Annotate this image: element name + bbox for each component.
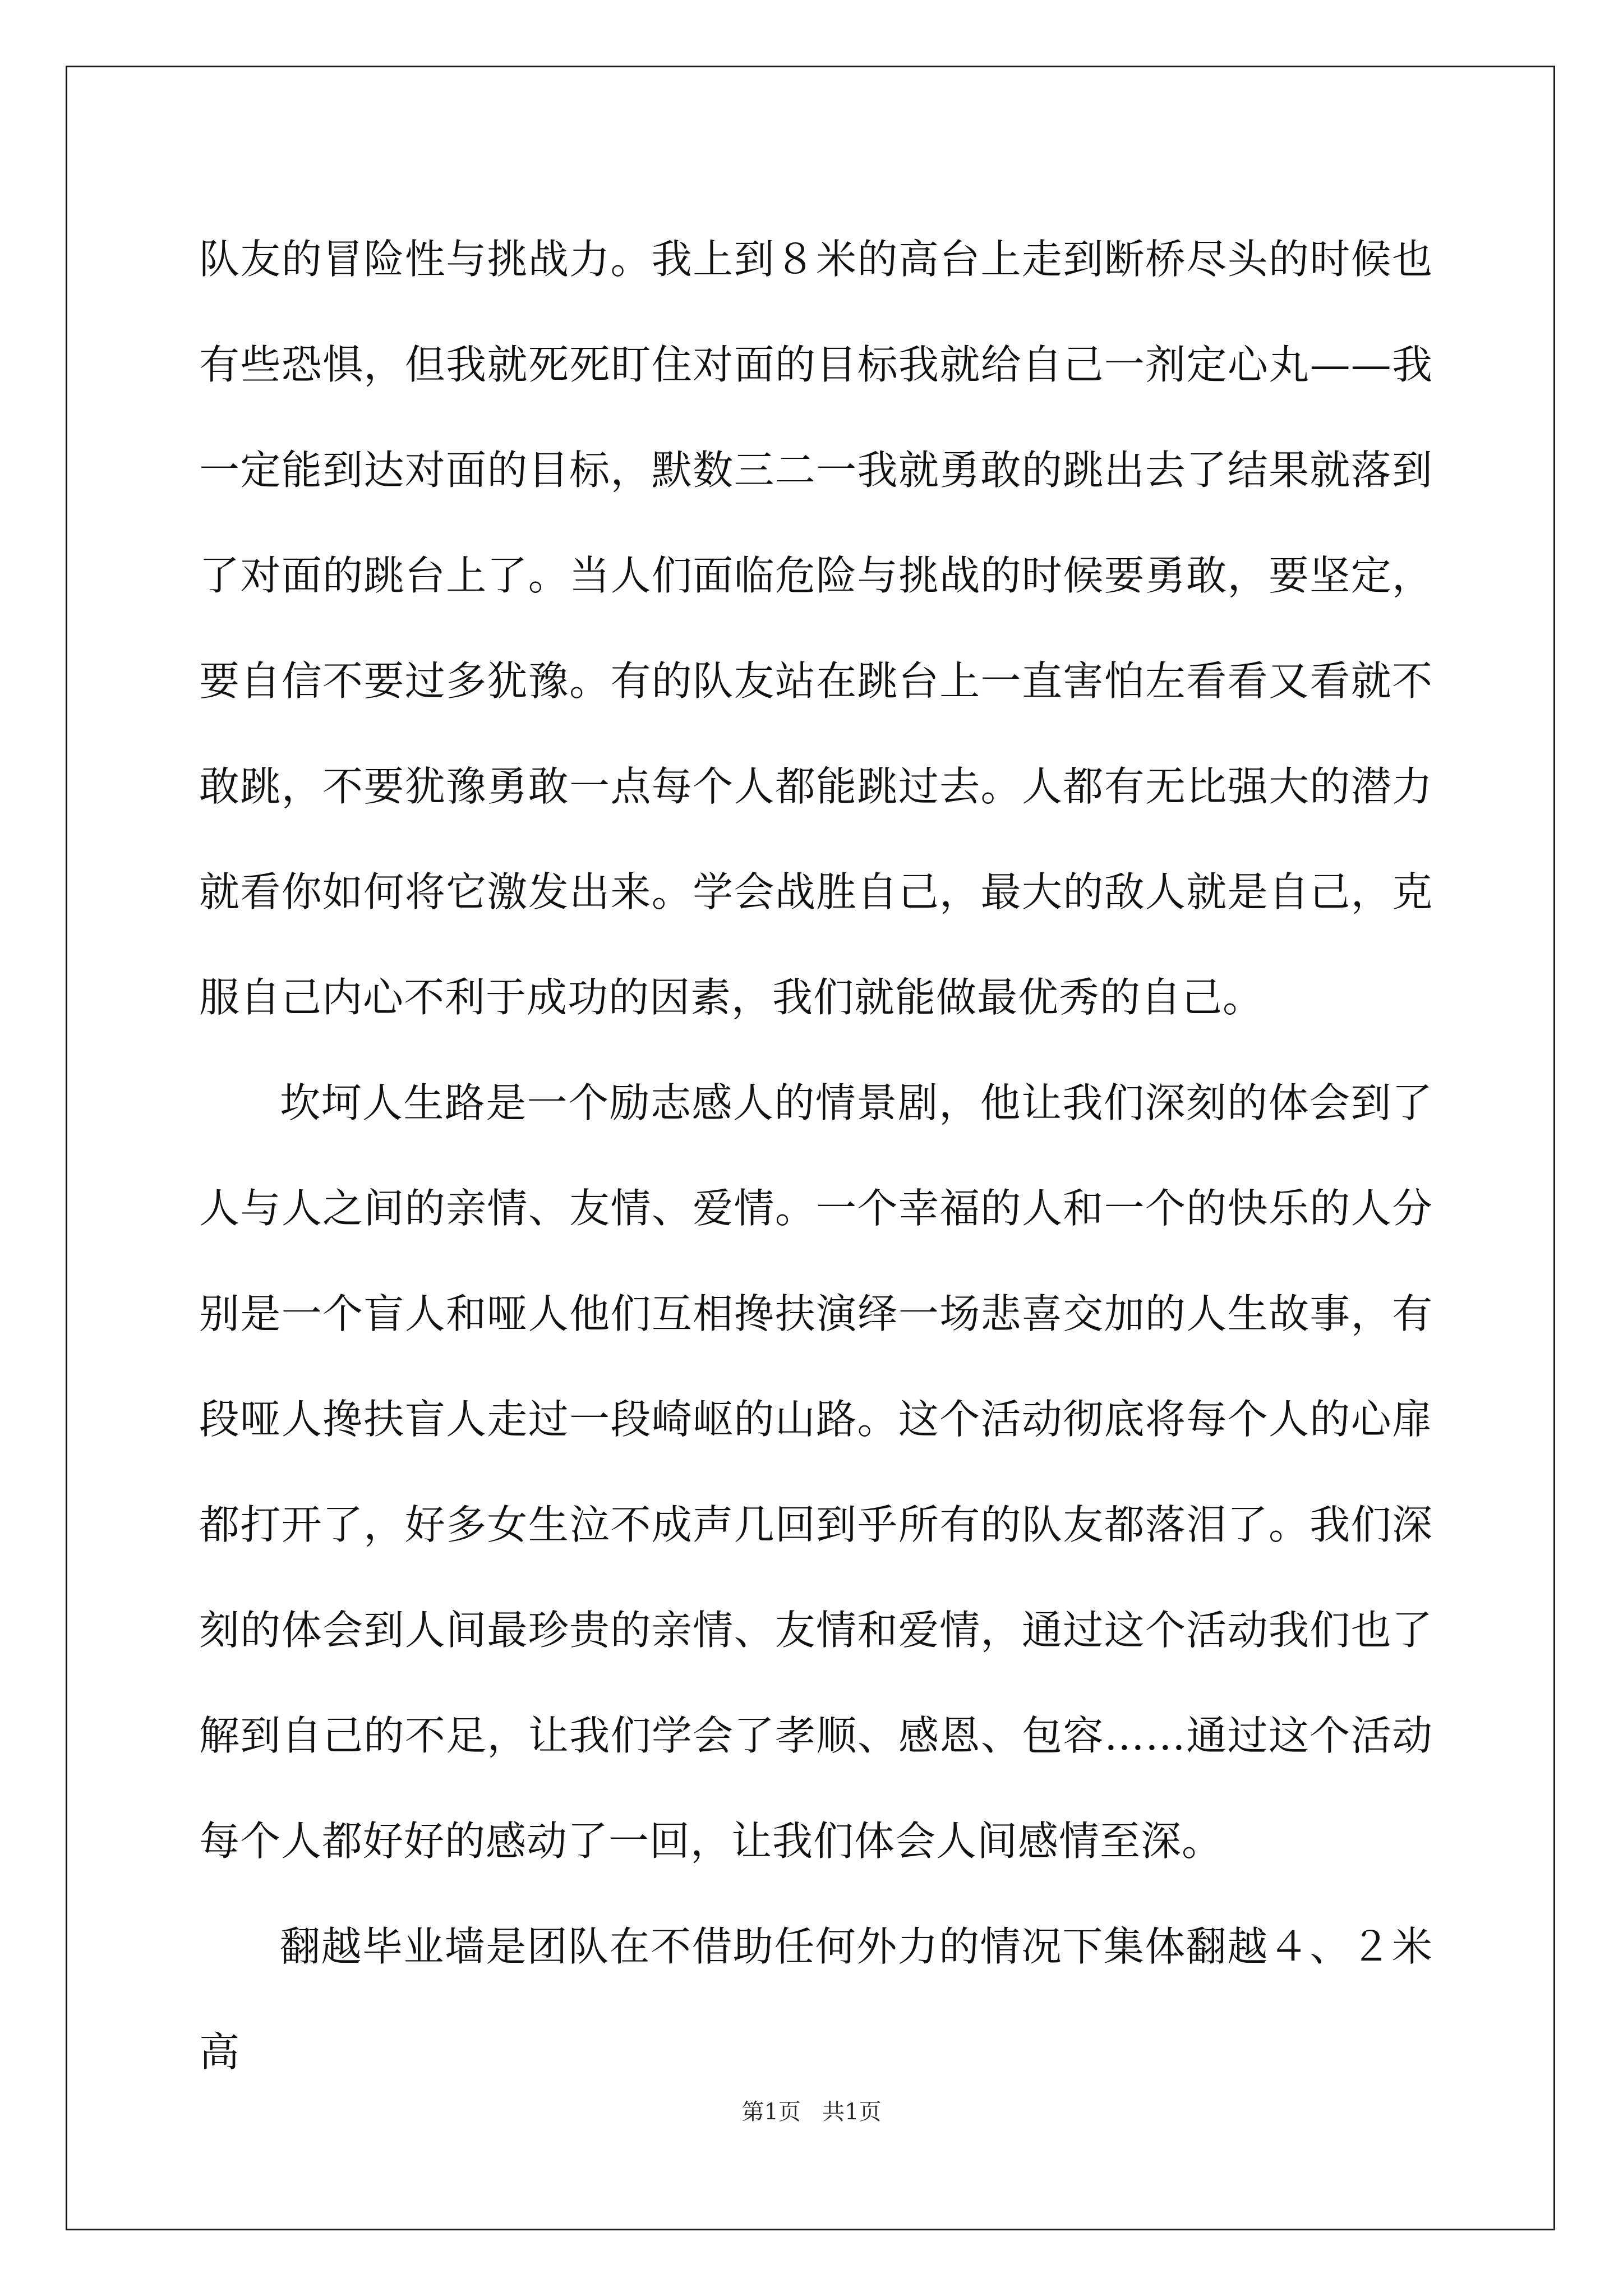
- document-body: [199, 206, 1433, 2105]
- page-footer: [0, 2095, 1623, 2129]
- paragraph-3: 翻越毕业墙是团队在不借助任何外力的情况下集体翻越４、２米高: [199, 1923, 1433, 2076]
- paragraph-1: 队友的冒险性与挑战力。我上到８米的高台上走到断桥尽头的时候也有些恐惧，但我就死死盯住对面的目标我就给自己一剂定心丸——我一定能到达对面的目标，默数三二一我就勇敢的跳出去了结果就落到了对面的跳台上了。当人们面临危险与挑战的时候要勇敢，要坚定，要自信不要过多犹豫。有的队友站在跳台上一直害怕左看看又看就不敢跳，不要犹豫勇敢一点每个人都能跳过去。人都有无比强大的潜力就看你如何将它激发出来。学会战胜自己，最大的敌人就是自己，克服自己内心不利于成功的因素，我们就能做最优秀的自己。: [199, 236, 1433, 1021]
- page-number-current: 第1页: [741, 2099, 801, 2125]
- page-number-total: 共1页: [822, 2099, 882, 2125]
- paragraph-2: 坎坷人生路是一个励志感人的情景剧，他让我们深刻的体会到了人与人之间的亲情、友情、爱情。一个幸福的人和一个的快乐的人分别是一个盲人和哑人他们互相搀扶演绎一场悲喜交加的人生故事，有段哑人搀扶盲人走过一段崎岖的山路。这个活动彻底将每个人的心扉都打开了，好多女生泣不成声几回到乎所有的队友都落泪了。我们深刻的体会到人间最珍贵的亲情、友情和爱情，通过这个活动我们也了解到自己的不足，让我们学会了孝顺、感恩、包容……通过这个活动每个人都好好的感动了一回，让我们体会人间感情至深。: [199, 1079, 1433, 1865]
